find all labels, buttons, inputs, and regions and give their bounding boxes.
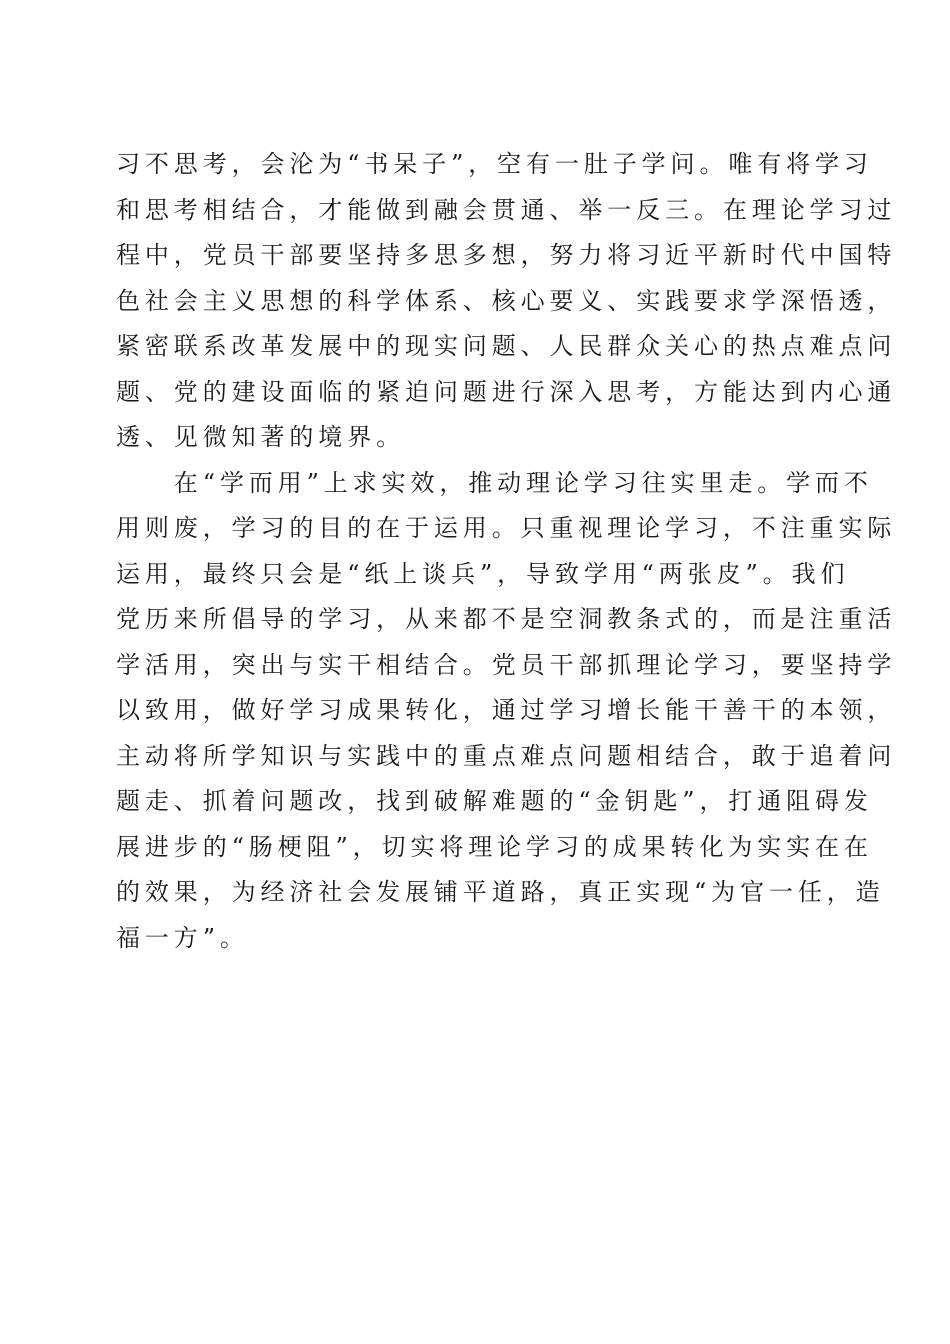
- text-line: 用则废，学习的目的在于运用。只重视理论学习，不注重实际: [116, 514, 897, 542]
- paragraph-1: [116, 142, 897, 461]
- text-line: 题、党的建设面临的紧迫问题进行深入思考，方能达到内心通: [116, 377, 897, 406]
- text-line: 主动将所学知识与实践中的重点难点问题相结合，敢于追着问: [116, 741, 897, 770]
- text-line: 透、见微知著的境界。: [116, 423, 405, 451]
- text-line: 展进步的“肠梗阻”，切实将理论学习的成果转化为实实在在: [116, 832, 873, 861]
- text-line: 程中，党员干部要坚持多思多想，努力将习近平新时代中国特: [116, 241, 897, 269]
- document-page: [116, 142, 897, 961]
- text-line: 运用，最终只会是“纸上谈兵”，导致学用“两张皮”。我们: [116, 559, 850, 588]
- text-line: 紧密联系改革发展中的现实问题、人民群众关心的热点难点问: [116, 332, 897, 360]
- text-line: 在“学而用”上求实效，推动理论学习往实里走。学而不: [116, 468, 873, 497]
- text-line: 题走、抓着问题改，找到破解难题的“金钥匙”，打通阻碍发: [116, 787, 873, 815]
- text-line: 学活用，突出与实干相结合。党员干部抓理论学习，要坚持学: [116, 650, 897, 679]
- text-line: 党历来所倡导的学习，从来都不是空洞教条式的，而是注重活: [116, 605, 897, 633]
- text-line: 和思考相结合，才能做到融会贯通、举一反三。在理论学习过: [116, 195, 897, 224]
- text-line: 色社会主义思想的科学体系、核心要义、实践要求学深悟透，: [116, 286, 897, 315]
- text-line: 的效果，为经济社会发展铺平道路，真正实现“为官一任，造: [116, 878, 885, 906]
- text-line: 以致用，做好学习成果转化，通过学习增长能干善干的本领，: [116, 696, 897, 724]
- text-line: 福一方”。: [116, 923, 249, 952]
- paragraph-2: [116, 461, 897, 962]
- text-line: 习不思考，会沦为“书呆子”，空有一肚子学问。唯有将学习: [116, 150, 873, 178]
